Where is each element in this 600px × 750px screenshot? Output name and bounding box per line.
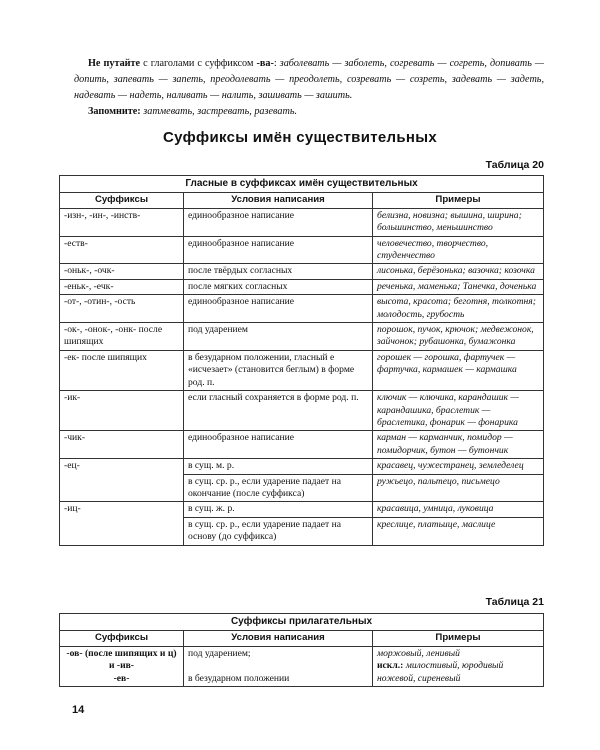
table-row (60, 279, 544, 294)
condition-cell: после мягких согласных (184, 279, 373, 294)
examples-cell: ружьецо, пальтецо, письмецо (373, 474, 544, 502)
section-title: Суффиксы имён существительных (163, 129, 437, 146)
suffix-ov: -ов- (66, 647, 83, 659)
suffix-cell: -оньк-, -очк- (60, 264, 184, 279)
header-examples: Примеры (373, 193, 544, 208)
table-adjective-suffixes (59, 613, 544, 687)
examples-unstressed: ножевой, сиреневый (377, 672, 461, 684)
examples-cell: горошек — горошка, фартучек — фартучка, кармашек — кармашка (373, 350, 544, 390)
condition-cell: в сущ. м. р. (184, 459, 373, 474)
examples-cell: порошок, пучок, крючок; медвежонок, зайчонок; рубашонка, бумажонка (373, 323, 544, 351)
table-row (60, 431, 544, 459)
condition-unstressed: в безударном положении (188, 672, 290, 684)
intro-bold-2: Запомните: (88, 106, 141, 117)
header-examples: Примеры (373, 631, 544, 646)
suffix-cell: -ек- после шипящих (60, 350, 184, 390)
intro-paragraph-1 (74, 56, 544, 104)
examples-cell: креслице, платьице, маслице (373, 517, 544, 545)
header-suffixes: Суффиксы (60, 193, 184, 208)
exception-label: искл.: (377, 660, 404, 672)
suffix-iv: -ив- (116, 660, 135, 672)
table-20-label: Таблица 20 (485, 159, 544, 171)
intro-suffix: -ва- (256, 58, 274, 69)
suffix-cell-ec: -ец- (60, 459, 184, 502)
suffix-cell: -ок-, -онок-, -онк- после шипящих (60, 323, 184, 351)
examples-stressed: моржовый, ленивый (377, 647, 460, 659)
condition-cell: единообразное написание (184, 208, 373, 236)
table-21-caption: Суффиксы прилагательных (60, 614, 544, 631)
suffix-cell: -чик- (60, 431, 184, 459)
examples-cell: красавец, чужестранец, земледелец (373, 459, 544, 474)
table-row (60, 646, 544, 686)
examples-cell: белизна, новизна; вышина, ширина; большинство, меньшинство (373, 208, 544, 236)
condition-cell: под ударением (184, 323, 373, 351)
intro-examples-1: заболевать — заболеть, согревать — согреть, допивать — допить, запевать — запеть, преодолевать — преодолеть, созревать — созреть, задевать — задеть, надевать — надеть, наливать — налить, зашивать — зашить. (74, 58, 544, 101)
condition-cell: в безударном положении, гласный е «исчезает» (становится беглым) в форме род. п. (184, 350, 373, 390)
condition-cell: единообразное написание (184, 236, 373, 264)
condition-cell: единообразное написание (184, 295, 373, 323)
table-row (60, 236, 544, 264)
examples-cell: лисонька, берёзонька; вазочка; козочка (373, 264, 544, 279)
examples-cell (373, 646, 544, 686)
table-row (60, 459, 544, 474)
condition-cell (184, 646, 373, 686)
table-row (60, 264, 544, 279)
examples-cell: карман — карманчик, помидор — помидорчик, бутон — бутончик (373, 431, 544, 459)
condition-cell: в сущ. ср. р., если ударение падает на основу (до суффикса) (184, 517, 373, 545)
examples-cell: ключик — ключика, карандашик — карандашика, браслетик — браслетика, фонарик — фонарика (373, 391, 544, 431)
table-noun-suffixes (59, 175, 544, 546)
suffix-ev: -ев- (113, 672, 130, 684)
intro-bold-1: Не путайте (88, 58, 141, 69)
suffix-cell: -еньк-, -ечк- (60, 279, 184, 294)
suffix-cell: -от-, -отин-, -ость (60, 295, 184, 323)
page-number: 14 (72, 704, 85, 716)
suffix-note: (после шипящих и ц) и (82, 647, 177, 672)
examples-cell: реченька, маменька; Танечка, доченька (373, 279, 544, 294)
table-row (60, 350, 544, 390)
suffix-cell: -еств- (60, 236, 184, 264)
condition-cell: единообразное написание (184, 431, 373, 459)
suffix-cell-ic: -иц- (60, 502, 184, 545)
examples-cell: человечество, творчество, студенчество (373, 236, 544, 264)
header-conditions: Условия написания (184, 631, 373, 646)
intro-text-1: с глаголами с суффиксом (140, 58, 257, 69)
condition-stressed: под ударением; (188, 647, 251, 659)
table-row (60, 323, 544, 351)
examples-cell: высота, красота; беготня, толкотня; молодость, грубость (373, 295, 544, 323)
intro-paragraph-2 (74, 104, 544, 120)
condition-cell: после твёрдых согласных (184, 264, 373, 279)
table-row (60, 208, 544, 236)
suffix-cell (60, 646, 184, 686)
condition-cell: в сущ. ср. р., если ударение падает на окончание (после суффикса) (184, 474, 373, 502)
intro-examples-2: затмевать, застревать, разевать. (143, 106, 297, 117)
condition-cell: в сущ. ж. р. (184, 502, 373, 517)
intro-text (74, 56, 544, 120)
suffix-cell: -ик- (60, 391, 184, 431)
suffix-cell: -изн-, -ин-, -инств- (60, 208, 184, 236)
table-row (60, 295, 544, 323)
examples-cell: красавица, умница, луковица (373, 502, 544, 517)
table-20-caption: Гласные в суффиксах имён существительных (60, 176, 544, 193)
examples-exceptions: милостивый, юродивый (403, 660, 504, 672)
condition-cell: если гласный сохраняется в форме род. п. (184, 391, 373, 431)
header-conditions: Условия написания (184, 193, 373, 208)
table-21-label: Таблица 21 (485, 596, 544, 608)
table-row (60, 391, 544, 431)
header-suffixes: Суффиксы (60, 631, 184, 646)
intro-colon: : (273, 58, 280, 69)
table-row (60, 502, 544, 517)
